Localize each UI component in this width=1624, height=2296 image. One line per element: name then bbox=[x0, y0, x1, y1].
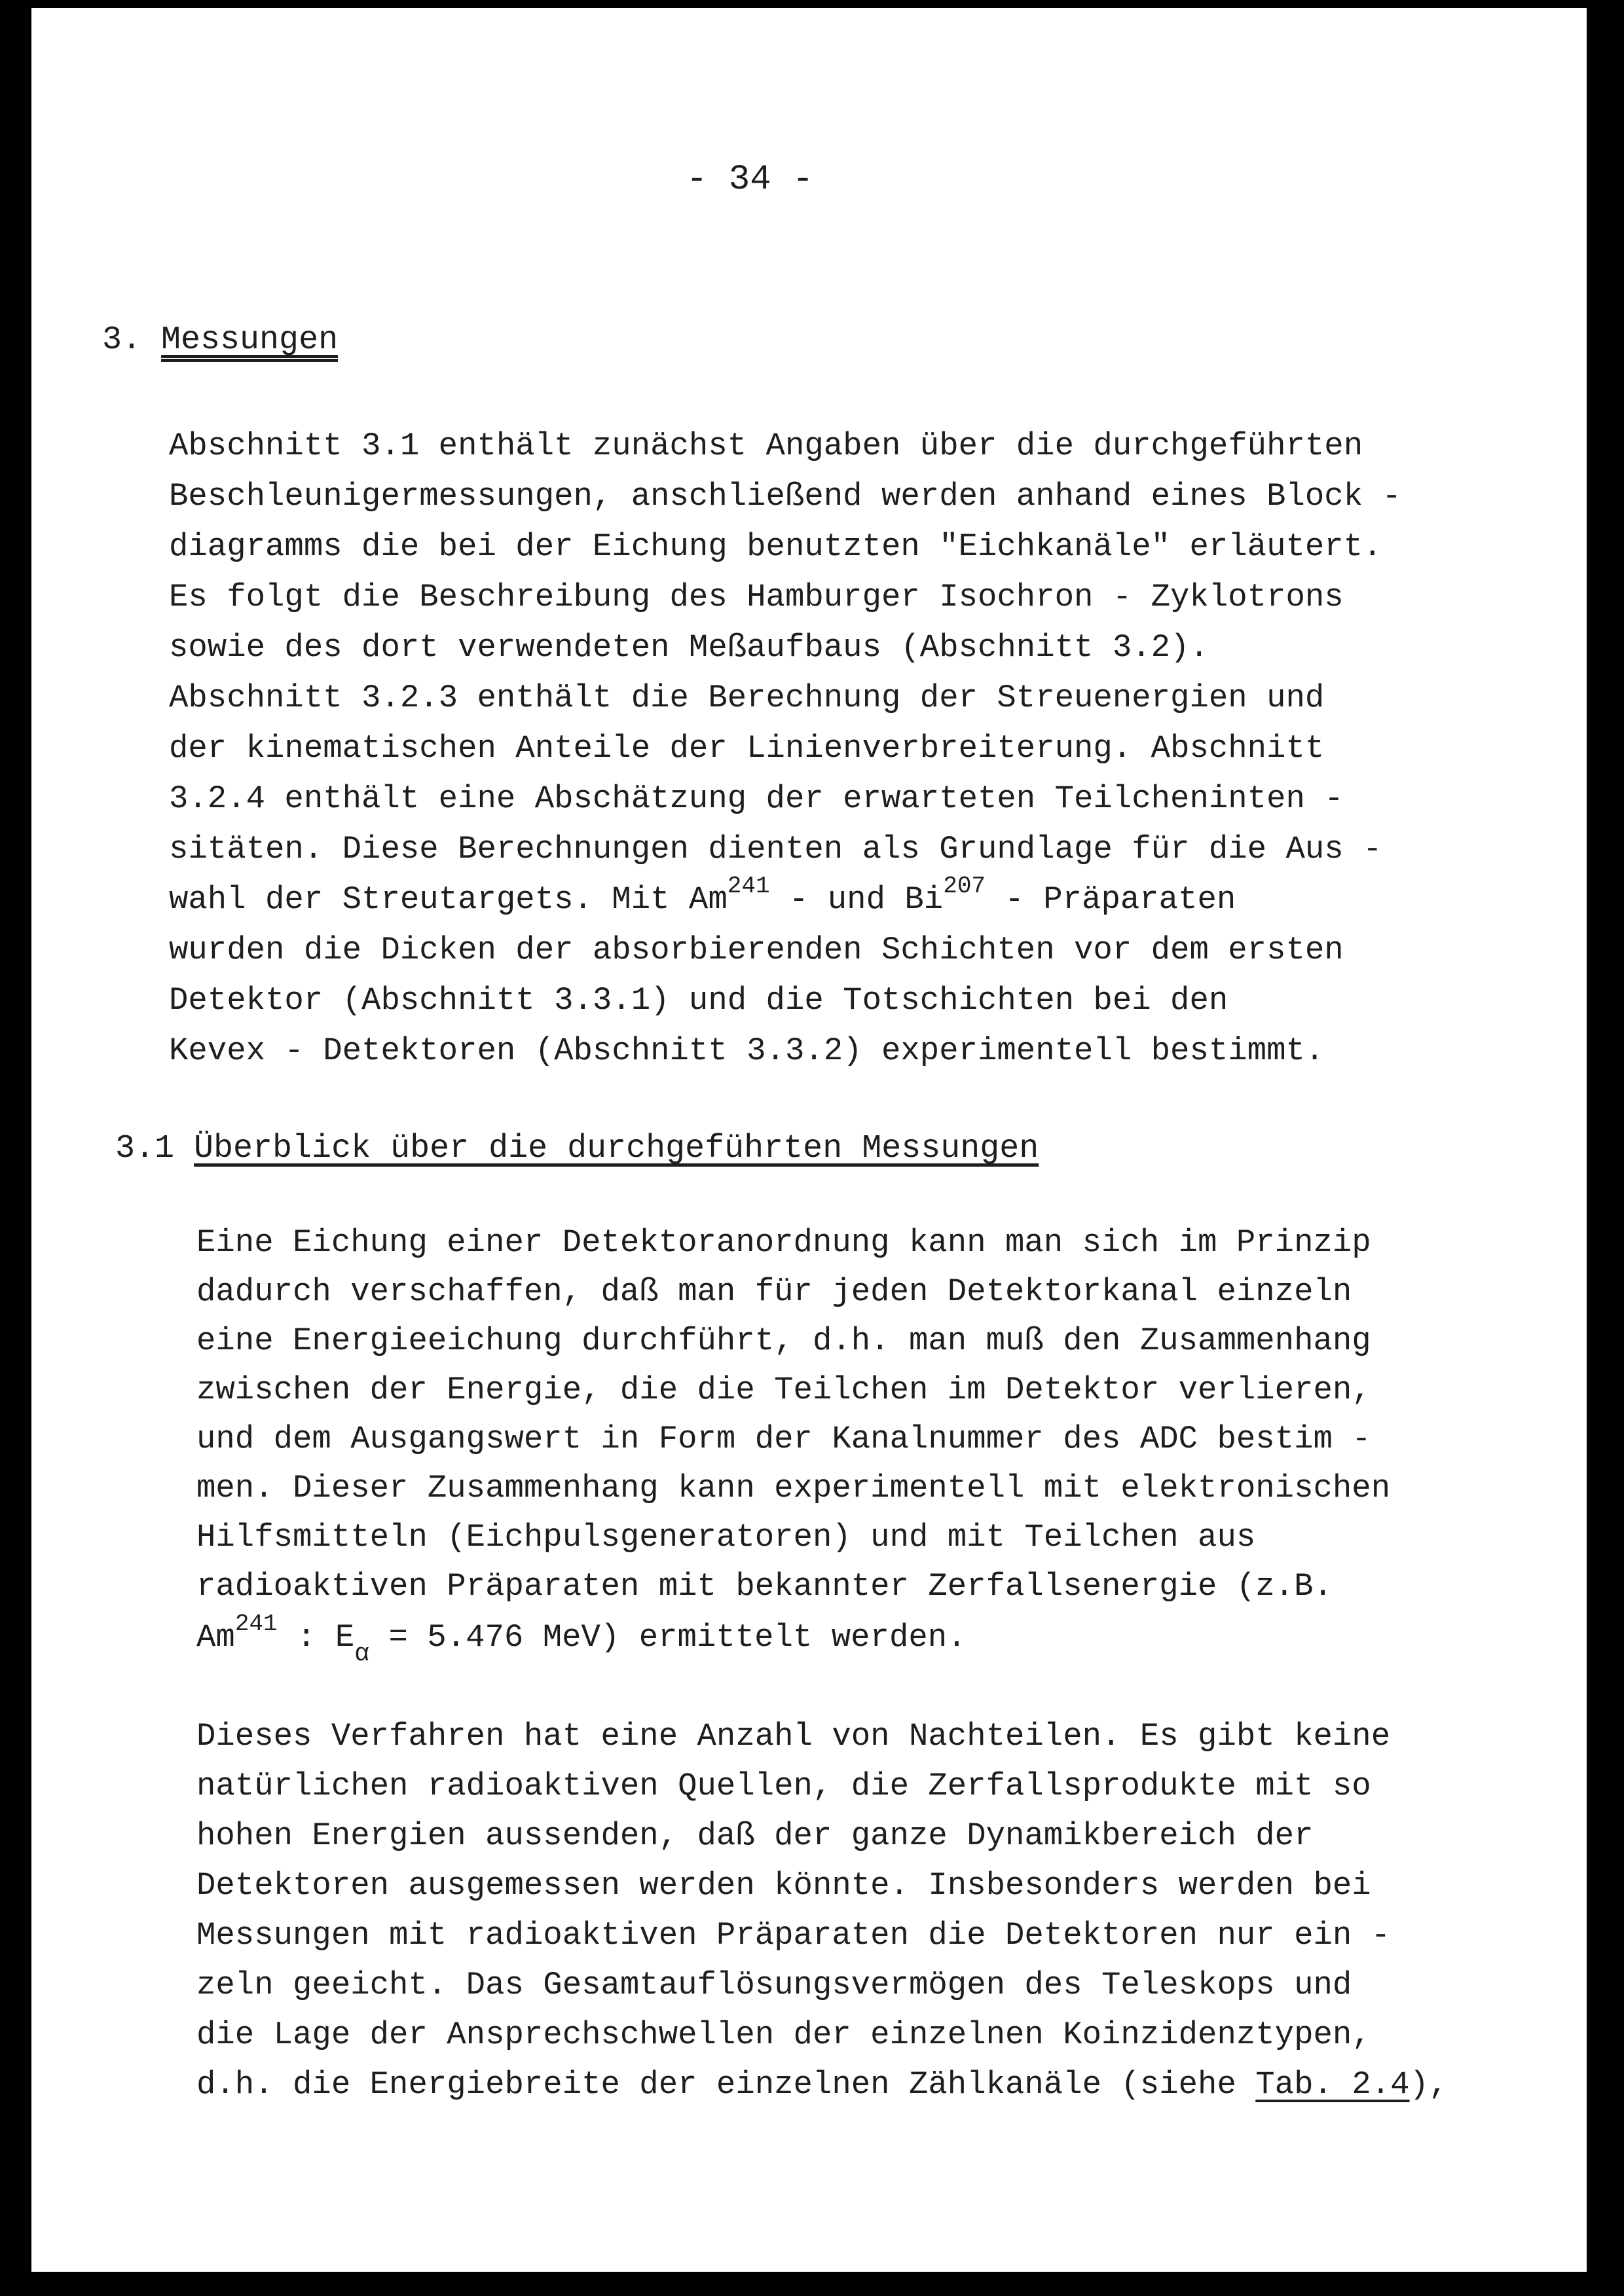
subsection-title: Überblick über die durchgeführten Messungen bbox=[194, 1130, 1039, 1167]
text-line: zeln geeicht. Das Gesamtauflösungsvermögen des Teleskops und bbox=[196, 1967, 1352, 2003]
text-line: Detektor (Abschnitt 3.3.1) und die Totschichten bei den bbox=[169, 982, 1228, 1019]
isotope-mass-superscript: 207 bbox=[943, 873, 986, 900]
text-line-with-reference bbox=[196, 2066, 1449, 2103]
text-line: dadurch verschaffen, daß man für jeden Detektorkanal einzeln bbox=[196, 1273, 1352, 1310]
subsection-heading bbox=[115, 1130, 1039, 1167]
text-line: radioaktiven Präparaten mit bekannter Zerfallsenergie (z.B. bbox=[196, 1568, 1333, 1605]
text-line: natürlichen radioaktiven Quellen, die Zerfallsprodukte mit so bbox=[196, 1768, 1371, 1804]
text-segment: d.h. die Energiebreite der einzelnen Zählkanäle (siehe bbox=[196, 2066, 1256, 2103]
text-line: 3.2.4 enthält eine Abschätzung der erwarteten Teilcheninten - bbox=[169, 780, 1344, 817]
text-segment: = 5.476 MeV) ermittelt werden. bbox=[369, 1619, 967, 1656]
section-title: Messungen bbox=[161, 321, 339, 359]
table-reference: Tab. 2.4 bbox=[1255, 2066, 1410, 2103]
text-line: und dem Ausgangswert in Form der Kanalnummer des ADC bestim - bbox=[196, 1421, 1371, 1457]
text-line: Es folgt die Beschreibung des Hamburger Isochron - Zyklotrons bbox=[169, 579, 1344, 615]
section-heading bbox=[102, 321, 339, 359]
page-number: - 34 - bbox=[686, 160, 814, 200]
text-line: der kinematischen Anteile der Linienverbreiterung. Abschnitt bbox=[169, 730, 1325, 767]
text-line: Hilfsmitteln (Eichpulsgeneratoren) und mit Teilchen aus bbox=[196, 1519, 1256, 1556]
text-segment: wahl der Streutargets. Mit Am bbox=[169, 881, 728, 918]
text-segment: - Präparaten bbox=[986, 881, 1236, 918]
document-page bbox=[31, 8, 1587, 2272]
isotope-mass-superscript: 241 bbox=[727, 873, 770, 900]
text-line: diagramms die bei der Eichung benutzten "Eichkanäle" erläutert. bbox=[169, 528, 1382, 565]
isotope-mass-superscript: 241 bbox=[234, 1611, 278, 1637]
text-line: wurden die Dicken der absorbierenden Schichten vor dem ersten bbox=[169, 932, 1344, 968]
text-line: Eine Eichung einer Detektoranordnung kann man sich im Prinzip bbox=[196, 1224, 1371, 1261]
text-line: Messungen mit radioaktiven Präparaten die Detektoren nur ein - bbox=[196, 1917, 1391, 1954]
text-line: sowie des dort verwendeten Meßaufbaus (Abschnitt 3.2). bbox=[169, 629, 1209, 666]
text-line: Detektoren ausgemessen werden könnte. Insbesonders werden bei bbox=[196, 1867, 1371, 1904]
text-line: zwischen der Energie, die die Teilchen im Detektor verlieren, bbox=[196, 1372, 1371, 1408]
text-line: hohen Energien aussenden, daß der ganze Dynamikbereich der bbox=[196, 1817, 1314, 1854]
subsection-number: 3.1 bbox=[115, 1130, 175, 1167]
text-line: eine Energieeichung durchführt, d.h. man muß den Zusammenhang bbox=[196, 1322, 1371, 1359]
text-line: Abschnitt 3.1 enthält zunächst Angaben über die durchgeführten bbox=[169, 428, 1363, 464]
text-line: Abschnitt 3.2.3 enthält die Berechnung der Streuenergien und bbox=[169, 680, 1325, 716]
text-line: men. Dieser Zusammenhang kann experimentell mit elektronischen bbox=[196, 1470, 1391, 1506]
section-number: 3. bbox=[102, 321, 142, 359]
text-line: Beschleunigermessungen, anschließend werden anhand eines Block - bbox=[169, 478, 1401, 515]
alpha-subscript: α bbox=[354, 1640, 370, 1668]
text-line-with-isotopes bbox=[169, 873, 1236, 918]
text-segment: ), bbox=[1409, 2066, 1449, 2103]
text-segment: Am bbox=[196, 1619, 235, 1656]
formula-line bbox=[196, 1611, 967, 1668]
text-line: Kevex - Detektoren (Abschnitt 3.3.2) experimentell bestimmt. bbox=[169, 1032, 1325, 1069]
text-line: Dieses Verfahren hat eine Anzahl von Nachteilen. Es gibt keine bbox=[196, 1718, 1391, 1755]
text-segment: - und Bi bbox=[769, 881, 944, 918]
text-line: die Lage der Ansprechschwellen der einzelnen Koinzidenztypen, bbox=[196, 2016, 1371, 2053]
text-segment: : E bbox=[277, 1619, 355, 1656]
text-line: sitäten. Diese Berechnungen dienten als Grundlage für die Aus - bbox=[169, 831, 1382, 867]
